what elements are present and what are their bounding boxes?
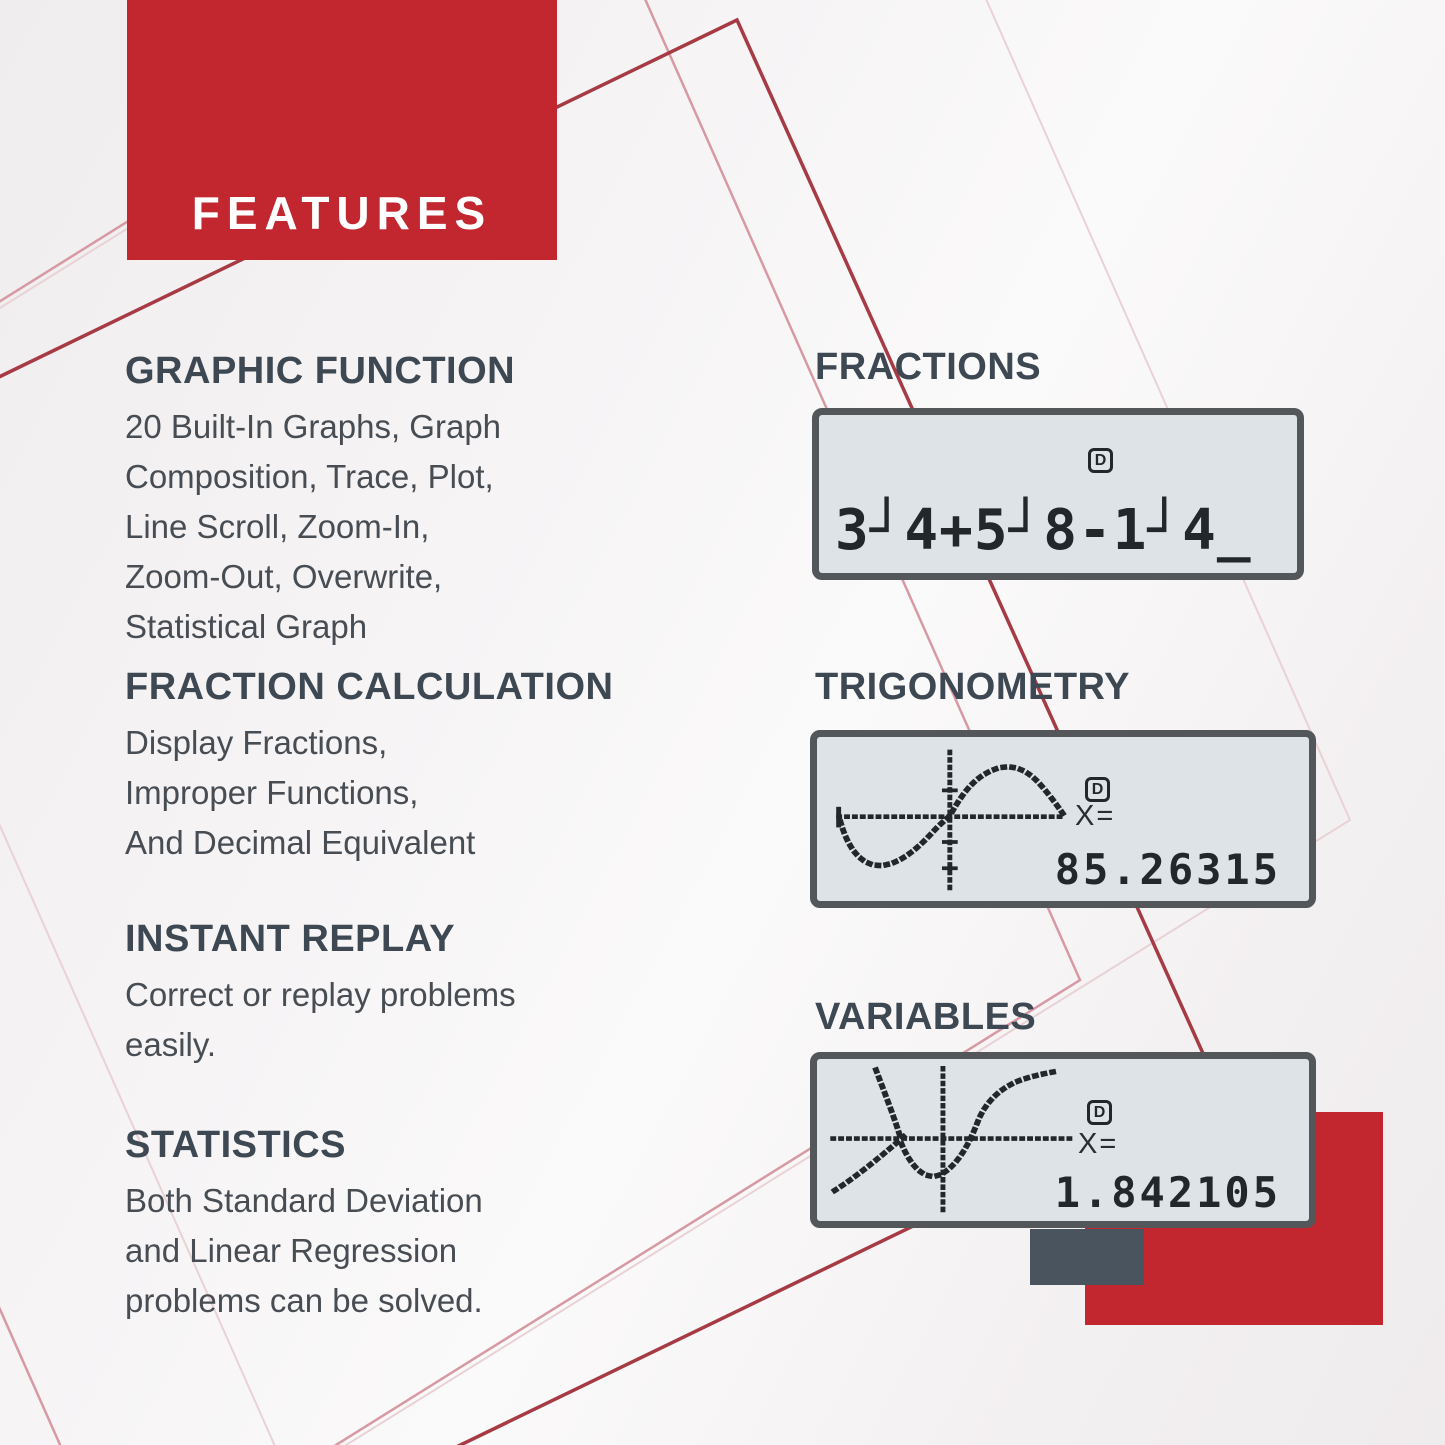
feature-text-statistics <box>125 1176 483 1326</box>
degree-mode-indicator: D <box>1088 448 1113 473</box>
feature-title-graphic-function: GRAPHIC FUNCTION <box>125 350 516 392</box>
feature-line: problems can be solved. <box>125 1282 483 1319</box>
result-value: 85.26315 <box>1054 845 1281 894</box>
x-cursor-label: X= <box>1078 1128 1119 1160</box>
feature-text-fraction-calculation <box>125 718 475 868</box>
result-value: 1.842105 <box>1054 1168 1281 1217</box>
lcd-screen-trigonometry <box>810 730 1316 908</box>
feature-line: And Decimal Equivalent <box>125 824 476 861</box>
degree-mode-indicator: D <box>1085 777 1110 802</box>
feature-line: easily. <box>125 1026 217 1063</box>
lcd-screen-fractions <box>812 408 1304 580</box>
degree-mode-indicator: D <box>1087 1100 1112 1125</box>
feature-text-graphic-function <box>125 402 501 652</box>
display-title-fractions: FRACTIONS <box>815 346 1042 388</box>
feature-line: Correct or replay problems <box>125 976 516 1013</box>
feature-title-statistics: STATISTICS <box>125 1124 347 1166</box>
banner-label: FEATURES <box>191 187 493 239</box>
features-banner <box>127 0 557 260</box>
feature-title-instant-replay: INSTANT REPLAY <box>125 918 456 960</box>
feature-line: Composition, Trace, Plot, <box>125 458 494 495</box>
slate-accent-square <box>1030 1229 1144 1285</box>
display-title-variables: VARIABLES <box>815 996 1037 1038</box>
feature-line: Both Standard Deviation <box>125 1182 483 1219</box>
feature-line: Statistical Graph <box>125 608 368 645</box>
feature-line: Display Fractions, <box>125 724 388 761</box>
feature-title-fraction-calculation: FRACTION CALCULATION <box>125 666 614 708</box>
x-cursor-label: X= <box>1075 800 1116 832</box>
feature-line: Improper Functions, <box>125 774 419 811</box>
feature-line: 20 Built-In Graphs, Graph <box>125 408 502 445</box>
feature-line: Line Scroll, Zoom-In, <box>125 508 430 545</box>
display-title-trigonometry: TRIGONOMETRY <box>815 666 1130 708</box>
feature-line: and Linear Regression <box>125 1232 458 1269</box>
lcd-screen-variables <box>810 1052 1316 1228</box>
fraction-entry-line: 3┘4+5┘8-1┘4_ <box>835 498 1252 563</box>
feature-line: Zoom-Out, Overwrite, <box>125 558 443 595</box>
feature-text-instant-replay <box>125 970 516 1070</box>
